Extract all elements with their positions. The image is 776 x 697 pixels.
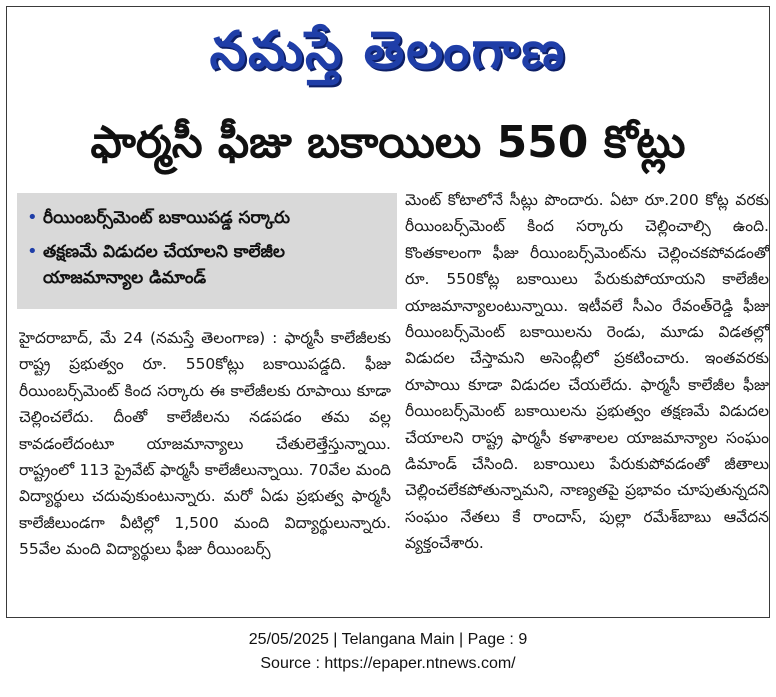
edition-info: 25/05/2025 | Telangana Main | Page : 9 [248,631,528,648]
highlight-text: తక్షణమే విడుదల చేయాలని కాలేజీల యాజమాన్యాల డిమాండ్ [43,242,285,288]
newspaper-masthead: నమస్తే తెలంగాణ [209,21,567,81]
highlight-text: రీయింబర్స్‌మెంట్ బకాయిపడ్డ సర్కారు [43,208,291,228]
page-footer [0,628,776,676]
article-clipping [6,6,770,618]
bullet-icon: • [27,241,38,262]
article-body-left-column: హైదరాబాద్, మే 24 (నమస్తే తెలంగాణ) : ఫార్మసీ కాలేజీలకు రాష్ట్ర ప్రభుత్వం రూ. 550కోట్లు బకాయిపడ్డది. ఫీజు రీయింబర్స్‌మెంట్ కింద సర్కారు ఈ కాలేజీలకు రూపాయి కూడా చెల్లించలేదు. దీంతో కాలేజీలను నడపడం తమ వల్ల కావడంలేదంటూ యాజమాన్యాలు చేతులెత్తేస్తున్నాయి. రాష్ట్రంలో 113 ప్రైవేట్ ఫార్మసీ కాలేజీలున్నాయి. 70వేల మంది విద్యార్థులు చదువుకుంటున్నారు. మరో ఏడు ప్రభుత్వ ఫార్మసీ కాలేజీలుండగా వీటిల్లో 1,500 మంది విద్యార్థులున్నారు. 55వేల మంది విద్యార్థులు ఫీజు రీయింబర్స్ [19,329,391,559]
highlights-box [17,193,397,309]
highlight-item [27,239,387,291]
article-headline: ఫార్మసీ ఫీజు బకాయిలు 550 కోట్లు [90,117,686,168]
source-link[interactable]: Source : https://epaper.ntnews.com/ [260,655,516,672]
bullet-icon: • [27,207,38,228]
article-body-right-column: మెంట్ కోటాలోనే సీట్లు పొందారు. ఏటా రూ.200 కోట్ల వరకు రీయింబర్స్‌మెంట్ కింద సర్కారు చెల్లించాల్సి ఉంది. కొంతకాలంగా ఫీజు రీయింబర్స్‌మెంట్‌ను చెల్లించకపోవడంతో రూ. 550కోట్ల బకాయిలు పేరుకుపోయాయని కాలేజీల యాజమాన్యాలంటున్నాయి. ఇటీవలే సీఎం రేవంత్‌రెడ్డి ఫీజు రీయింబర్స్‌మెంట్ బకాయిలను రెండు, మూడు విడతల్లో విడుదల చేస్తామని అసెంబ్లీలో ప్రకటించారు. ఇంతవరకు రూపాయి కూడా విడుదల చేయలేదు. ఫార్మసీ కాలేజీల ఫీజు రీయింబర్స్‌మెంట్ బకాయిలను ప్రభుత్వం తక్షణమే విడుదల చేయాలని రాష్ట్ర ఫార్మసీ కళాశాలల యాజమాన్యాల సంఘం డిమాండ్ చేసింది. బకాయిలు పేరుకుపోవడంతో జీతాలు చెల్లించలేకపోతున్నామని, నాణ్యతపై ప్రభావం చూపుతున్నదని సంఘం నేతలు కే రాందాస్, పుల్లా రమేశ్‌బాబు ఆవేదన వ్యక్తంచేశారు. [405,191,769,553]
highlight-item [27,205,387,231]
